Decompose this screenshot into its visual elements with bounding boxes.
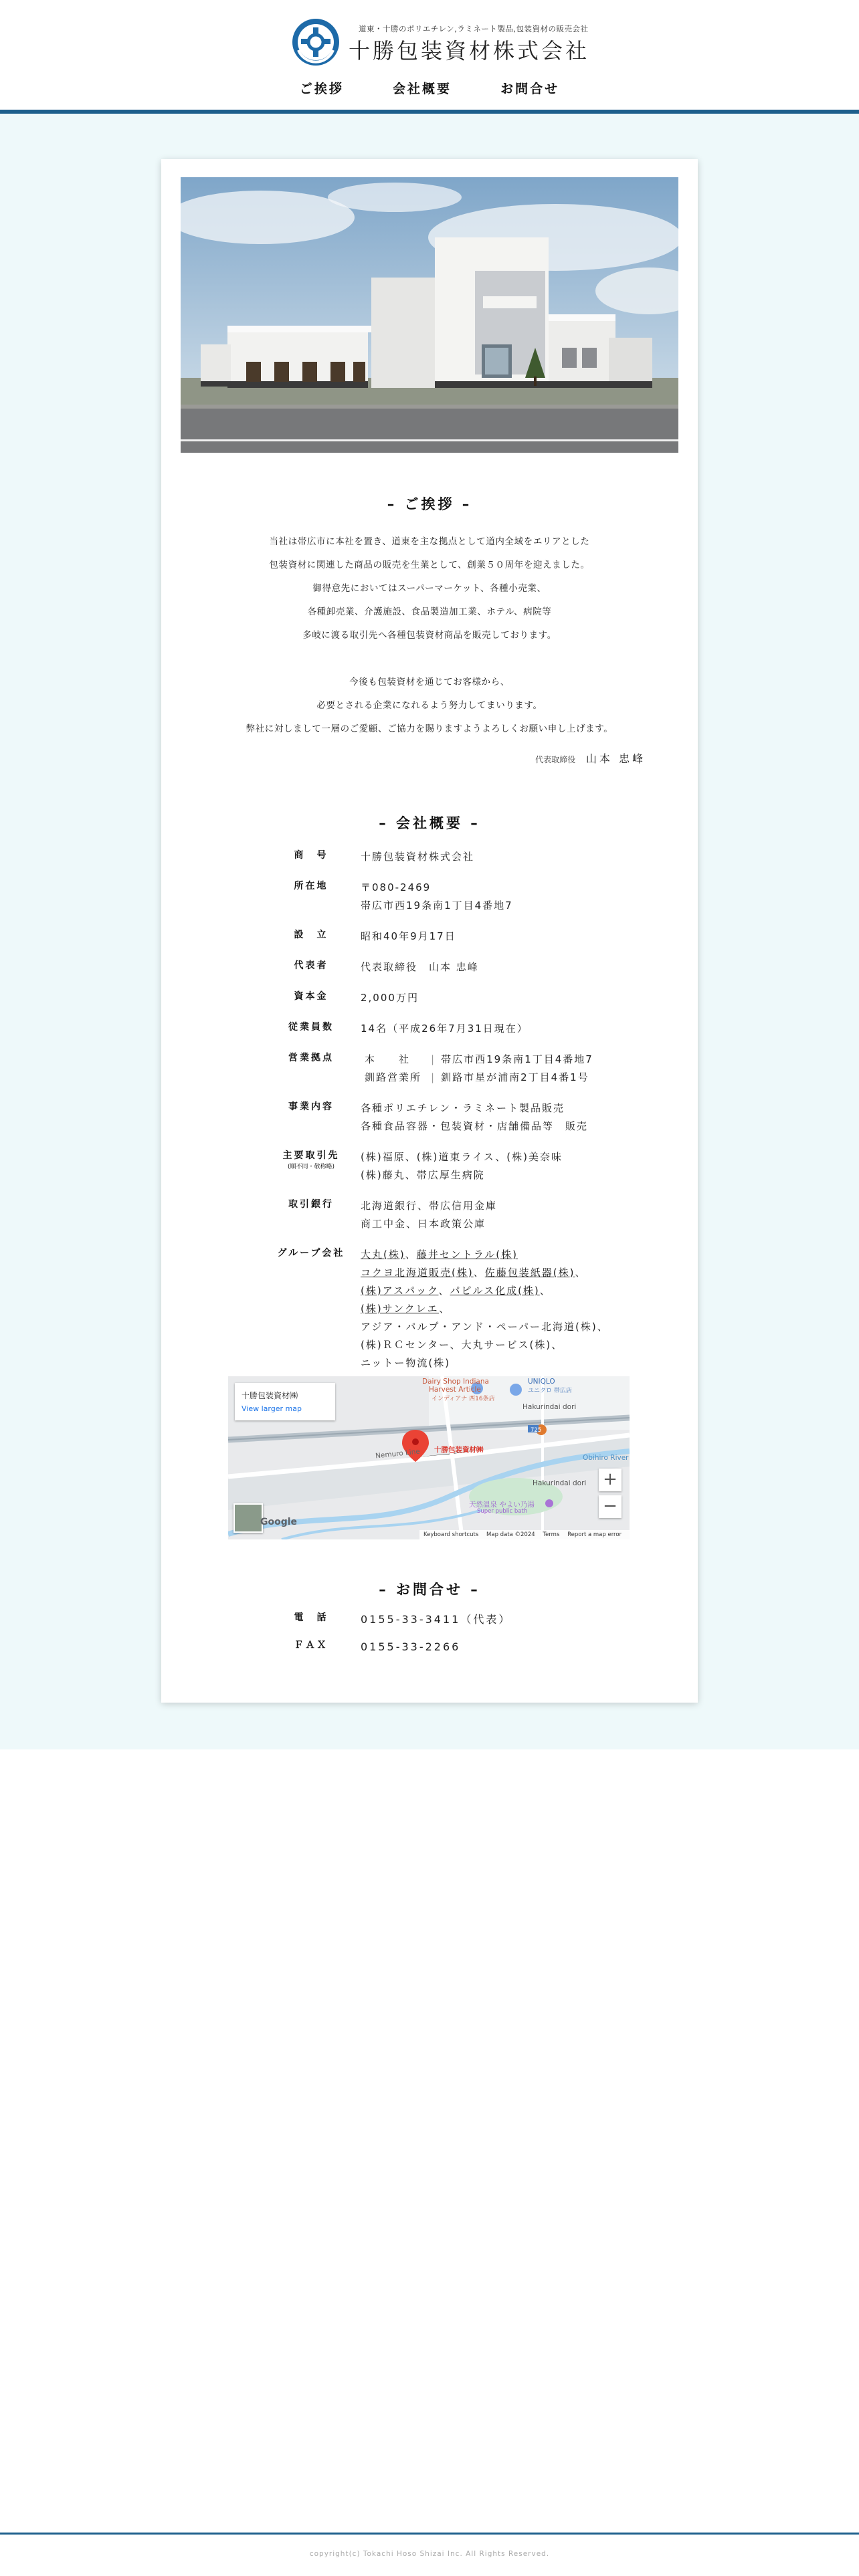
customer-line: (株)藤丸、帯広厚生病院 xyxy=(361,1169,485,1181)
group-company-link[interactable]: (株)サンクレエ xyxy=(361,1303,440,1315)
map-label: Harvest Article xyxy=(429,1386,481,1394)
overview-row-founded xyxy=(262,928,663,946)
group-company-link[interactable]: パピルス化成(株) xyxy=(450,1285,540,1297)
paragraph-gap xyxy=(161,647,698,671)
row-label: 所在地 xyxy=(294,881,328,891)
bank-line: 北海道銀行、帯広信用金庫 xyxy=(361,1200,498,1212)
footer-divider xyxy=(0,2533,859,2535)
office-separator: | xyxy=(431,1071,436,1083)
office-name: 本 社 xyxy=(365,1053,411,1065)
zoom-out-button[interactable]: − xyxy=(599,1495,622,1518)
row-value: 14名（平成26年7月31日現在） xyxy=(361,1023,529,1035)
site-header xyxy=(0,0,859,114)
row-label: 電 話 xyxy=(294,1612,328,1623)
overview-row-employees xyxy=(262,1020,663,1038)
group-company-link[interactable]: 佐藤包装紙器(株) xyxy=(484,1267,575,1279)
bank-line: 商工中金、日本政策公庫 xyxy=(361,1218,486,1230)
group-company-link[interactable]: 藤井セントラル(株) xyxy=(416,1249,518,1261)
row-label: 事業内容 xyxy=(288,1101,334,1112)
content-card xyxy=(161,159,698,1703)
greeting-line: 御得意先においてはスーパーマーケット、各種小売業、 xyxy=(312,583,547,594)
row-value xyxy=(361,1246,609,1372)
row-value: 2,000万円 xyxy=(361,992,419,1004)
group-line: (株)アスパック、パピルス化成(株)、 xyxy=(361,1285,551,1297)
greeting-line: 多岐に渡る取引先へ各種包装資材商品を販売しております。 xyxy=(302,630,557,641)
map-label: 725 xyxy=(531,1427,542,1434)
terms-link[interactable]: Terms xyxy=(543,1531,560,1538)
overview-row-address xyxy=(262,879,663,915)
row-label: 取引銀行 xyxy=(288,1199,334,1210)
signature xyxy=(535,750,646,766)
overview-table xyxy=(262,848,663,1385)
office-address: 釧路市星が浦南2丁目4番1号 xyxy=(441,1071,589,1083)
overview-row-banks xyxy=(262,1197,663,1233)
group-line: ニットー物流(株) xyxy=(361,1357,451,1369)
embedded-map[interactable] xyxy=(228,1376,630,1539)
signature-title: 代表取締役 xyxy=(535,755,576,764)
group-line: コクヨ北海道販売(株)、佐藤包装紙器(株)、 xyxy=(361,1267,587,1279)
group-company-link[interactable]: 大丸(株) xyxy=(361,1249,405,1261)
map-data-attribution: Map data ©2024 xyxy=(486,1531,535,1538)
office-entry xyxy=(361,1069,593,1087)
group-line: (株)サンクレエ、 xyxy=(361,1303,451,1315)
overview-row-business xyxy=(262,1099,663,1136)
overview-row-trade-name xyxy=(262,848,663,866)
contact-row-tel xyxy=(262,1610,663,1628)
map-label: ユニクロ 帯広店 xyxy=(528,1388,572,1394)
postal-code: 〒080-2469 xyxy=(361,881,432,893)
map-label: Super public bath xyxy=(477,1508,528,1515)
row-label-text: 主要取引先 xyxy=(282,1150,340,1161)
company-logo-mark-icon xyxy=(292,18,340,66)
group-company-link[interactable]: (株)アスパック xyxy=(361,1285,439,1297)
greeting-line: 各種卸売業、介護施設、食品製造加工業、ホテル、病院等 xyxy=(307,607,552,617)
address: 帯広市西19条南1丁目4番地7 xyxy=(361,899,513,911)
row-label: 代表者 xyxy=(294,960,328,971)
keyboard-shortcuts-link[interactable]: Keyboard shortcuts xyxy=(423,1531,479,1538)
view-larger-map-link[interactable]: View larger map xyxy=(242,1404,302,1413)
business-line: 各種ポリエチレン・ラミネート製品販売 xyxy=(361,1102,565,1114)
greeting-line: 包装資材に関連した商品の販売を生業として、創業５０周年を迎えました。 xyxy=(269,560,590,570)
greeting-line: 弊社に対しまして一層のご愛顧、ご協力を賜りますようよろしくお願い申し上げます。 xyxy=(246,724,613,734)
office-separator: | xyxy=(431,1053,436,1065)
map-label: Hakurindai dori xyxy=(522,1403,577,1411)
row-value xyxy=(361,1197,497,1233)
row-value: 十勝包装資材株式会社 xyxy=(361,851,475,863)
row-label-note: (順不同・敬称略) xyxy=(287,1164,335,1170)
overview-heading: – 会社概要 – xyxy=(379,815,480,831)
map-label: Nemuro Line xyxy=(375,1447,421,1461)
row-label: 資本金 xyxy=(294,991,328,1002)
greeting-line: 必要とされる企業になれるよう努力してまいります。 xyxy=(316,700,543,711)
row-value xyxy=(361,1099,588,1136)
building-photo xyxy=(181,177,678,453)
nav-greeting[interactable]: ご挨拶 xyxy=(299,82,344,96)
map-info-card xyxy=(235,1383,335,1420)
company-logo[interactable] xyxy=(292,18,590,72)
row-label: 設 立 xyxy=(294,930,328,940)
google-logo: Google xyxy=(260,1517,298,1527)
signature-name: 山本 忠峰 xyxy=(585,752,646,765)
map-label: Obihiro River xyxy=(583,1454,629,1462)
greeting-line: 今後も包装資材を通じてお客様から、 xyxy=(349,677,510,687)
map-info-title: 十勝包装資材㈱ xyxy=(242,1391,298,1400)
row-value xyxy=(361,1148,563,1184)
contact-row-fax xyxy=(262,1638,663,1656)
row-label: 従業員数 xyxy=(288,1022,334,1033)
map-label: UNIQLO xyxy=(528,1378,555,1386)
office-address: 帯広市西19条南1丁目4番地7 xyxy=(441,1053,593,1065)
business-line: 各種食品容器・包装資材・店舗備品等 販売 xyxy=(361,1120,589,1132)
map-label: 天然温泉 やよい乃湯 xyxy=(469,1501,535,1509)
overview-row-offices xyxy=(262,1051,663,1087)
row-value xyxy=(361,1051,593,1087)
greeting-body xyxy=(161,530,698,741)
map-label: Dairy Shop Indiana xyxy=(422,1378,489,1386)
main-background xyxy=(0,114,859,1749)
map-footer xyxy=(419,1530,630,1539)
overview-row-customers xyxy=(262,1148,663,1184)
phone-number[interactable]: 0155-33-3411（代表） xyxy=(361,1613,512,1626)
customer-line: (株)福原、(株)道東ライス、(株)美奈味 xyxy=(361,1151,563,1163)
group-company-link[interactable]: コクヨ北海道販売(株) xyxy=(361,1267,474,1279)
row-label: グループ会社 xyxy=(277,1248,345,1259)
row-label: 営業拠点 xyxy=(288,1053,334,1063)
map-label: インディアナ 西16条店 xyxy=(432,1396,495,1402)
overview-row-capital xyxy=(262,989,663,1007)
row-label: 商 号 xyxy=(294,850,328,861)
row-label: ＦＡＸ xyxy=(294,1640,328,1650)
group-line: アジア・パルプ・アンド・ペーパー北海道(株)、 xyxy=(361,1321,609,1333)
row-value: 代表取締役 山本 忠峰 xyxy=(361,961,479,973)
office-entry xyxy=(361,1051,593,1069)
zoom-in-button[interactable]: + xyxy=(599,1469,622,1491)
map-marker-label: 十勝包装資材㈱ xyxy=(434,1446,484,1454)
map-label: Hakurindai dori xyxy=(533,1479,587,1487)
company-name: 十勝包装資材株式会社 xyxy=(349,38,590,64)
row-value xyxy=(361,879,513,915)
copyright: copyright(c) Tokachi Hoso Shizai Inc. All Rights Reserved. xyxy=(309,2550,550,2558)
fax-number: 0155-33-2266 xyxy=(361,1640,461,1653)
report-map-error-link[interactable]: Report a map error xyxy=(567,1531,622,1538)
global-nav xyxy=(0,79,859,97)
logo-tagline: 道東・十勝のポリエチレン,ラミネート製品,包装資材の販売会社 xyxy=(359,24,589,33)
overview-row-group xyxy=(262,1246,663,1372)
row-value: 昭和40年9月17日 xyxy=(361,930,456,942)
street-view-thumbnail[interactable] xyxy=(233,1503,263,1533)
overview-row-representative xyxy=(262,958,663,976)
contact-heading: – お問合せ – xyxy=(379,1582,480,1598)
contact-table xyxy=(262,1610,663,1665)
row-label xyxy=(262,1148,361,1184)
group-line: 大丸(株)、藤井セントラル(株) xyxy=(361,1249,518,1261)
nav-contact[interactable]: お問合せ xyxy=(500,82,560,96)
greeting-line: 当社は帯広市に本社を置き、道東を主な拠点として道内全域をエリアとした xyxy=(269,536,590,547)
nav-company-overview[interactable]: 会社概要 xyxy=(392,82,452,96)
greeting-heading: – ご挨拶 – xyxy=(387,496,472,512)
office-name: 釧路営業所 xyxy=(365,1071,422,1083)
group-line: (株)ＲＣセンター、大丸サービス(株)、 xyxy=(361,1339,563,1351)
